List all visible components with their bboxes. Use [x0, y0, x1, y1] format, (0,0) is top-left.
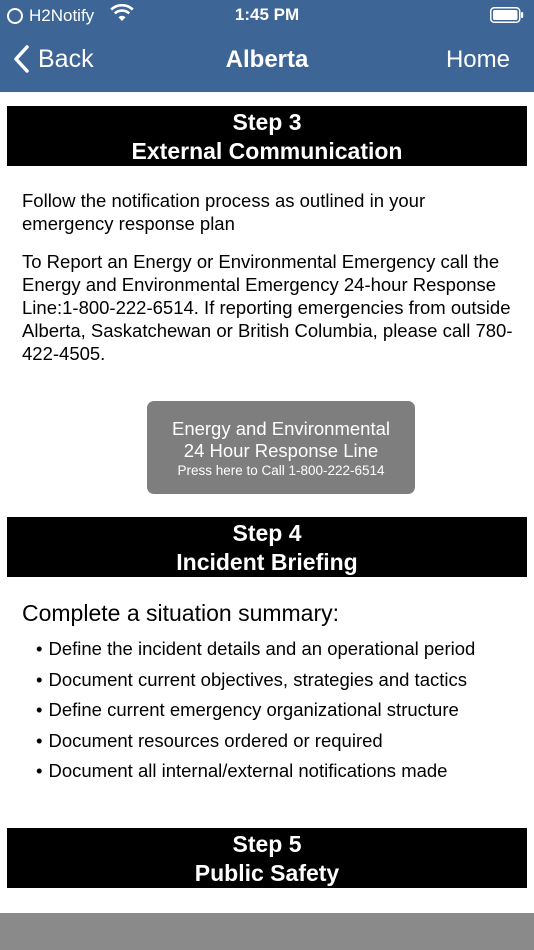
- status-bar: [0, 0, 534, 32]
- back-button-label: Back: [38, 44, 94, 73]
- list-item-text: Define current emergency organizational structure: [48, 699, 459, 720]
- step3-number: Step 3: [232, 109, 302, 135]
- top-bar: [0, 0, 534, 92]
- step4-title: Incident Briefing: [176, 549, 358, 575]
- call-button-line1: Energy and Environmental: [171, 418, 391, 439]
- summary-title: Complete a situation summary:: [22, 600, 340, 626]
- step4-header: [7, 517, 527, 577]
- step3-title: External Communication: [131, 138, 403, 164]
- call-response-line-button[interactable]: [147, 401, 415, 494]
- step3-paragraph-1: Follow the notification process as outlined in your emergency response plan: [22, 190, 426, 234]
- step5-header: [7, 828, 527, 888]
- list-item-text: Document resources ordered or required: [48, 729, 383, 751]
- step3-paragraph-2: To Report an Energy or Environmental Emergency call the Energy and Environmental Emergency 24-hour Response Line:1-800-222-6514. If reporting emergencies from outside Alberta, Saskatchewan or British Columbia, please call 780-422-4505.: [22, 251, 513, 364]
- navigation-bar: [0, 32, 534, 92]
- call-button-line3: Press here to Call 1-800-222-6514: [177, 463, 385, 478]
- list-item: • Document current objectives, strategies and tactics: [36, 668, 467, 690]
- step4-number: Step 4: [232, 520, 302, 546]
- list-item: • Document all internal/external notifications made: [36, 760, 448, 781]
- step5-number: Step 5: [232, 831, 302, 857]
- battery-icon: [490, 7, 524, 23]
- step5-title: Public Safety: [194, 860, 340, 886]
- status-time: 1:45 PM: [234, 5, 300, 24]
- home-button[interactable]: Home: [445, 46, 510, 73]
- list-item: • Document resources ordered or required: [36, 729, 383, 751]
- list-item-text: Document current objectives, strategies and tactics: [48, 668, 467, 690]
- summary-list: [36, 637, 526, 790]
- list-item: • Define current emergency organizational structure: [36, 699, 459, 720]
- page-title: Alberta: [225, 46, 309, 73]
- bottom-bar: [0, 913, 534, 950]
- list-item: • Define the incident details and an operational period: [36, 638, 476, 659]
- call-button-line2: 24 Hour Response Line: [183, 440, 379, 461]
- list-item-text: Define the incident details and an operational period: [48, 638, 476, 659]
- step3-header: [7, 106, 527, 166]
- list-item-text: Document all internal/external notifications made: [48, 760, 448, 781]
- carrier-name: H2Notify: [29, 6, 95, 25]
